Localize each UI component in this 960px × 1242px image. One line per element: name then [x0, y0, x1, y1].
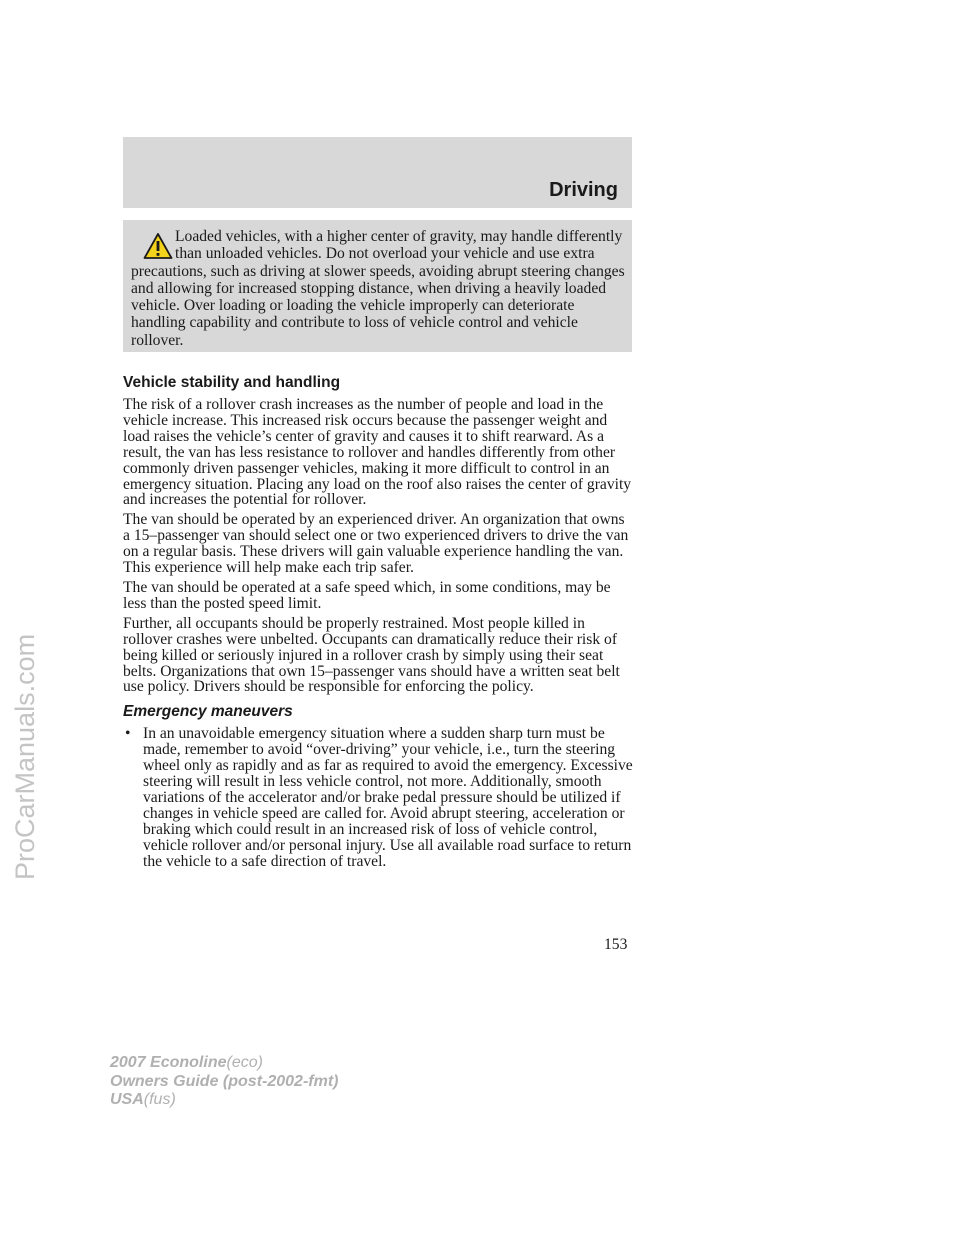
stability-paragraph-3: The van should be operated at a safe speed which, in some conditions, may be less than the posted speed limit. — [123, 578, 611, 612]
emergency-heading: Emergency maneuvers — [123, 703, 293, 721]
page-number: 153 — [604, 936, 628, 953]
stability-heading: Vehicle stability and handling — [123, 374, 341, 391]
stability-paragraph-2: The van should be operated by an experienced driver. An organization that owns a 15–passenger van should select one or two experienced drivers to drive the van on a regular basis. These drivers will gain valuable experience handling the van. This experience will help make each trip safer. — [123, 511, 629, 577]
main-content — [123, 374, 635, 869]
section-title: Driving — [549, 179, 618, 201]
warning-text: Loaded vehicles, with a higher center of gravity, may handle differently than unloaded vehicles. Do not overload your vehicle and use extra precautions, such as driving at slower speeds, avoiding abrupt steering changes and allowing for increased stopping distance, when driving a heavily loaded vehicle. Over loading or loading the vehicle improperly can deteriorate handling capability and contribute to loss of vehicle control and vehicle rollover. — [131, 228, 625, 349]
document-footer — [110, 1054, 338, 1110]
footer-market: USA — [110, 1091, 144, 1108]
watermark: ProCarManuals.com — [10, 633, 40, 880]
footer-model-code: (eco) — [226, 1054, 263, 1071]
stability-paragraph-4: Further, all occupants should be properly restrained. Most people killed in rollover crashes were unbelted. Occupants can dramatically reduce their risk of being killed or seriously injured in a rollover crash by simply using their seat belts. Organizations that own 15–passenger vans should have a written seat belt use policy. Drivers should be responsible for enforcing the policy. — [123, 614, 620, 696]
footer-guide: Owners Guide (post-2002-fmt) — [110, 1072, 339, 1090]
footer-line-1 — [110, 1054, 338, 1073]
list-item — [123, 726, 635, 869]
bullet-text: In an unavoidable emergency situation where a sudden sharp turn must be made, remember to avoid “over-driving” your vehicle, i.e., turn the steering wheel only as rapidly and as far as required to avoid the emergency. Excessive steering will result in less vehicle control, not more. Additionally, smooth variations of the accelerator and/or brake pedal pressure should be utilized if changes in vehicle speed are called for. Avoid abrupt steering, acceleration or braking which could result in an increased risk of loss of vehicle control, vehicle rollover and/or personal injury. Use all available road surface to return the vehicle to a safe direction of travel. — [143, 725, 633, 870]
footer-line-2 — [110, 1073, 338, 1092]
footer-line-3 — [110, 1091, 338, 1110]
bullet-icon: • — [125, 725, 131, 743]
warning-box — [123, 220, 632, 352]
stability-paragraph-1: The risk of a rollover crash increases as the number of people and load in the vehicle increase. This increased risk occurs because the passenger weight and load raises the vehicle’s center of gravity and causes it to shift rearward. As a result, the van has less resistance to rollover and handles differently from other commonly driven passenger vehicles, making it more difficult to control in an emergency situation. Placing any load on the roof also raises the center of gravity and increases the potential for rollover. — [123, 396, 632, 509]
footer-model: 2007 Econoline — [110, 1054, 227, 1071]
section-header-band — [123, 137, 632, 208]
footer-market-code: (fus) — [143, 1091, 176, 1108]
